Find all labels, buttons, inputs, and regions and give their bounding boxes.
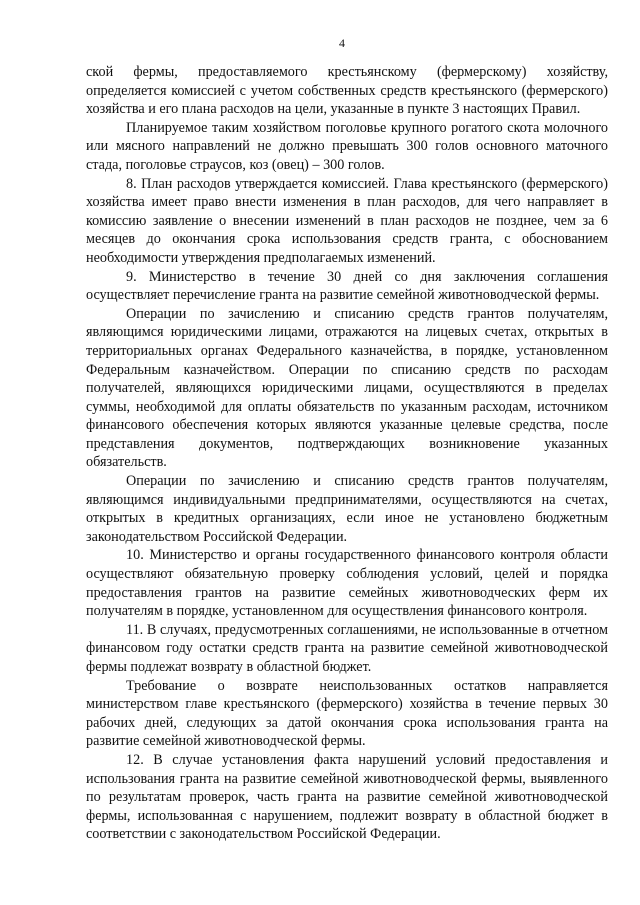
paragraph-item-11: 11. В случаях, предусмотренных соглашениями, не использованные в отчетном финансовом году остатки средств гранта на развитие семейной животноводческой фермы подлежат возврату в областной бюджет.	[86, 621, 608, 675]
paragraph-item-9: 9. Министерство в течение 30 дней со дня заключения соглашения осуществляет перечисление гранта на развитие семейной животноводческой фермы.	[86, 268, 608, 304]
paragraph-entrepreneurs: Операции по зачислению и списанию средств грантов получателям, являющимся индивидуальными предпринимателями, осуществляются на счетах, открытых в кредитных организациях, если иное не установлено бюджетным законодательством Российской Федерации.	[86, 473, 608, 545]
paragraph-livestock-limit: Планируемое таким хозяйством поголовье крупного рогатого скота молочного или мясного направлений не должно превышать 300 голов основного маточного стада, поголовье страусов, коз (овец) – 300 голов.	[86, 119, 608, 173]
paragraph-item-8: 8. План расходов утверждается комиссией. Глава крестьянского (фермерского) хозяйства имеет право внести изменения в план расходов, для чего направляет в комиссию заявление о внесении изменений в план расходов не позднее, чем за 6 месяцев до окончания срока использования средств гранта, с обоснованием необходимости утверждения предполагаемых изменений.	[86, 175, 608, 266]
paragraph-item-12: 12. В случае установления факта нарушений условий предоставления и использования гранта на развитие семейной животноводческой фермы, выявленного по результатам проверок, часть гранта на развитие семейной животноводческой фермы, использованная с нарушением, подлежит возврату в областной бюджет в соответствии с законодательством Российской Федерации.	[86, 751, 608, 843]
paragraph-legal-entities: Операции по зачислению и списанию средств грантов получателям, являющимся юридическими лицами, отражаются на лицевых счетах, открытых в территориальных органах Федерального казначейства, в порядке, установленном Федеральным казначейством. Операции по списанию средств по расходам получателей, являющихся юридическими лицами, осуществляются в пределах суммы, необходимой для оплаты обязательств по указанным расходам, источником финансового обеспечения которых являются указанные целевые средства, после представления документов, подтверждающих возникновение указанных обязательств.	[86, 305, 608, 471]
page-number: 4	[339, 36, 345, 50]
paragraph-return-requirement: Требование о возврате неиспользованных остатков направляется министерством главе крестьянского (фермерского) хозяйства в течение первых 30 рабочих дней, следующих за датой окончания срока использования гранта на развитие семейной животноводческой фермы.	[86, 677, 608, 750]
paragraph-item-10: 10. Министерство и органы государственного финансового контроля области осуществляют обязательную проверку соблюдения условий, целей и порядка предоставления грантов на развитие семейных животноводческих ферм их получателям в порядке, установленном для осуществления финансового контроля.	[86, 547, 608, 620]
paragraph-continuation: ской фермы, предоставляемого крестьянскому (фермерскому) хозяйству, определяется комиссией с учетом собственных средств крестьянского (фермерского) хозяйства и его плана расходов на цели, указанные в пункте 3 настоящих Правил.	[86, 64, 608, 118]
document-body	[86, 63, 608, 844]
